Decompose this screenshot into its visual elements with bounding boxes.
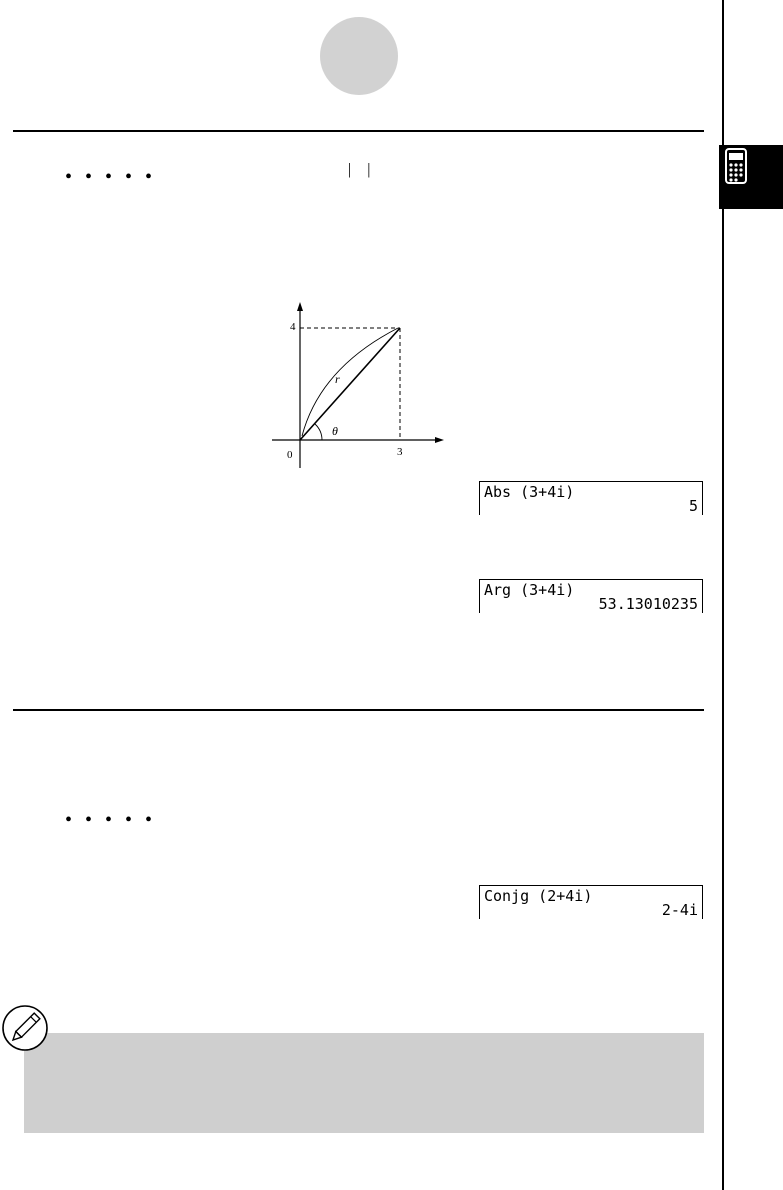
vector-line [300, 328, 400, 440]
origin-label: 0 [287, 449, 293, 461]
calculator-icon [719, 145, 783, 209]
chapter-tab[interactable] [719, 145, 783, 209]
screen-input: Arg (3+4i) [484, 581, 575, 599]
calculator-screen-conjg [479, 885, 703, 919]
section-2-rule [13, 709, 704, 711]
angle-arc [315, 424, 322, 440]
angle-label: θ [332, 424, 338, 438]
calculator-screen-arg [479, 579, 703, 613]
x-tick-label: 3 [397, 446, 403, 458]
calculator-screen-abs [479, 481, 703, 515]
y-tick-label: 4 [290, 321, 296, 333]
abs-bars: | | [348, 161, 377, 178]
page-badge-circle [320, 17, 398, 95]
note-box [24, 1033, 704, 1133]
example-bullets-2: • • • • • [65, 809, 157, 831]
x-axis-arrow [435, 437, 444, 443]
pencil-note-icon [0, 1003, 50, 1053]
screen-result: 2-4i [661, 901, 698, 919]
radius-label: r [335, 372, 340, 386]
y-axis-arrow [297, 302, 303, 311]
screen-result: 5 [688, 497, 698, 515]
example-bullets-1: • • • • • [65, 166, 157, 188]
screen-input: Abs (3+4i) [484, 483, 575, 501]
section-1-rule [13, 130, 704, 132]
screen-input: Conjg (2+4i) [484, 887, 593, 905]
screen-result: 53.13010235 [598, 595, 698, 613]
radius-arc [302, 328, 398, 436]
